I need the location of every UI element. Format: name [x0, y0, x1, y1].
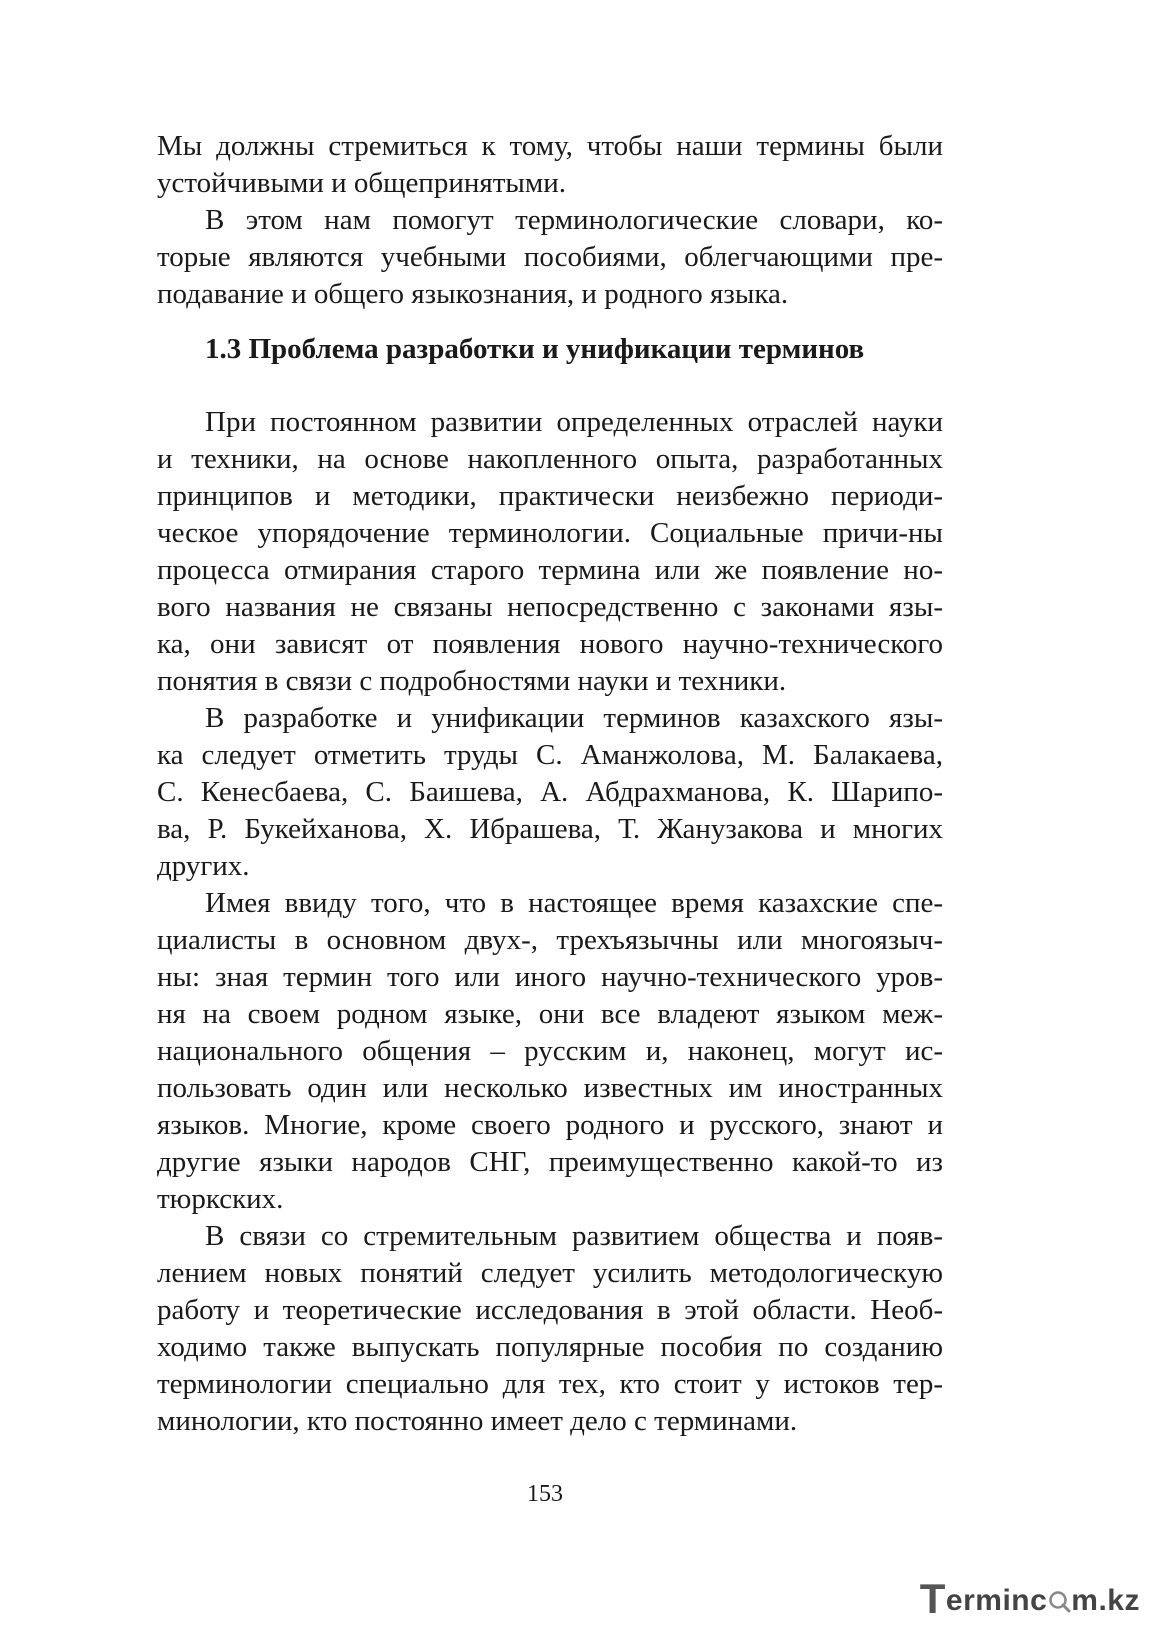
text-line: минологии, кто постоянно имеет дело с терминами. [157, 1405, 798, 1437]
text-line: пользовать один или несколько известных им иностранных [157, 1072, 943, 1104]
text-line: циалисты в основном двух-, трехъязычны или многоязыч- [157, 924, 943, 956]
text-line: ва, Р. Букейханова, Х. Ибрашева, Т. Жанузакова и многих [157, 813, 943, 845]
watermark-first-letter: T [919, 1575, 946, 1622]
text-line: других. [157, 850, 250, 882]
text-line: В разработке и унификации терминов казахского язы- [205, 702, 943, 734]
text-line: терминологии специально для тех, кто стоит у истоков тер- [157, 1368, 943, 1400]
text-line: принципов и методики, практически неизбежно периоди- [157, 480, 943, 512]
text-line: работу и теоретические исследования в этой области. Необ- [157, 1294, 943, 1326]
text-line: торые являются учебными пособиями, облегчающими пре- [157, 241, 943, 273]
text-line: ходимо также выпускать популярные пособия по созданию [157, 1331, 943, 1363]
text-line: Имея ввиду того, что в настоящее время казахские спе- [205, 887, 943, 919]
text-line: языков. Многие, кроме своего родного и русского, знают и [157, 1109, 943, 1141]
text-line: Мы должны стремиться к тому, чтобы наши термины были [157, 130, 943, 162]
text-line: и техники, на основе накопленного опыта, разработанных [157, 443, 943, 475]
text-line: ческое упорядочение терминологии. Социальные причи-ны [157, 517, 943, 549]
intro-paragraphs [157, 128, 943, 313]
text-line: С. Кенесбаева, С. Баишева, А. Абдрахманова, К. Шарипо- [157, 776, 943, 808]
text-line: устойчивыми и общепринятыми. [157, 167, 566, 199]
page-content [157, 128, 943, 1440]
text-line: При постоянном развитии определенных отраслей науки [205, 406, 943, 438]
watermark-text-part1: erminc [945, 1584, 1048, 1617]
text-line: ны: зная термин того или иного научно-технического уров- [157, 961, 943, 993]
watermark-logo [920, 1575, 1140, 1623]
page-number: 153 [527, 1481, 563, 1507]
watermark-text-part2: m.kz [1071, 1584, 1140, 1617]
text-line: В этом нам помогут терминологические словари, ко- [205, 204, 943, 236]
text-line: другие языки народов СНГ, преимущественно какой-то из [157, 1146, 943, 1178]
body-paragraphs [157, 404, 943, 1440]
text-line: ня на своем родном языке, они все владеют языком меж- [157, 998, 943, 1030]
text-line: лением новых понятий следует усилить методологическую [157, 1257, 943, 1289]
section-heading: 1.3 Проблема разработки и унификации терминов [205, 333, 865, 365]
text-line: вого названия не связаны непосредственно с законами язы- [157, 591, 943, 623]
text-line: процесса отмирания старого термина или же появление но- [157, 554, 943, 586]
magnifier-icon [1047, 1587, 1071, 1611]
text-line: понятия в связи с подробностями науки и техники. [157, 665, 787, 697]
text-line: ка, они зависят от появления нового научно-технического [157, 628, 943, 660]
text-line: подавание и общего языкознания, и родного языка. [157, 278, 789, 310]
text-line: национального общения – русским и, наконец, могут ис- [157, 1035, 943, 1067]
text-line: В связи со стремительным развитием общества и появ- [205, 1220, 943, 1252]
text-line: тюркских. [157, 1183, 284, 1215]
text-line: ка следует отметить труды С. Аманжолова, М. Балакаева, [157, 739, 943, 771]
